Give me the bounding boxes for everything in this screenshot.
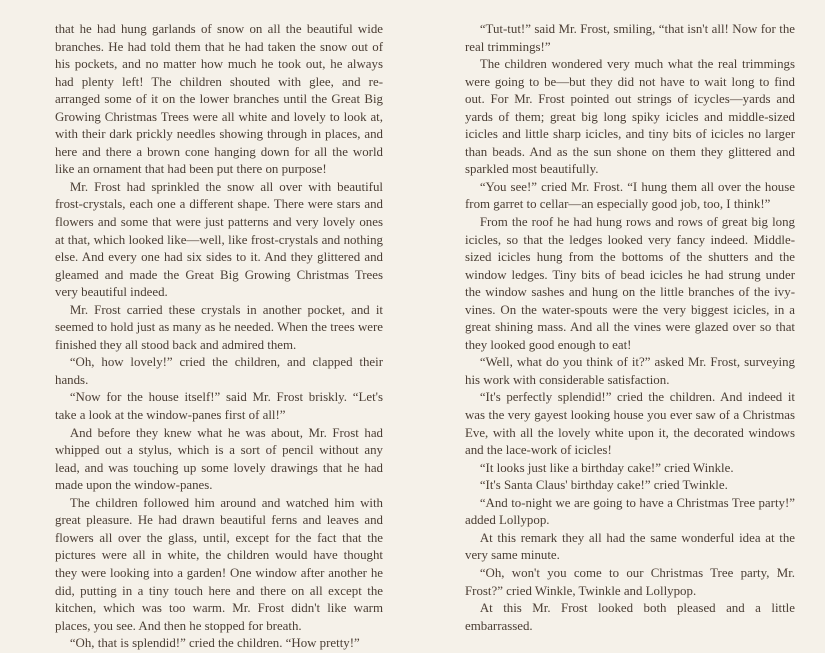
right-paragraph-3: “You see!” cried Mr. Frost. “I hung them all over the house from garret to cellar—an especially good job, too, I think!” — [465, 179, 795, 212]
left-paragraph-5: “Now for the house itself!” said Mr. Frost briskly. “Let's take a look at the window-panes first of all!” — [55, 390, 383, 423]
right-paragraph-10: At this remark they all had the same wonderful idea at the very same minute. — [465, 530, 795, 563]
left-page — [55, 21, 383, 653]
right-paragraph-7: “It looks just like a birthday cake!” cried Winkle. — [479, 460, 734, 475]
right-paragraph-1: “Tut-tut!” said Mr. Frost, smiling, “that isn't all! Now for the real trimmings!” — [465, 22, 795, 54]
left-paragraph-2: Mr. Frost had sprinkled the snow all over with beautiful frost-crystals, each one a different shape. There were stars and flowers and some that were just patterns and very lovely ones at that, which looked like—well, like frost-crystals and nothing else. And every one had six sides to it. And they glittered and gleamed and made the Great Big Growing Christmas Trees very beautiful indeed. — [55, 179, 383, 300]
right-paragraph-9: “And to-night we are going to have a Christmas Tree party!” added Lollypop. — [465, 495, 795, 528]
right-paragraph-5: “Well, what do you think of it?” asked Mr. Frost, surveying his work with considerable satisfaction. — [465, 355, 795, 387]
right-paragraph-6: “It's perfectly splendid!” cried the children. And indeed it was the very gayest looking house you ever saw of a Christmas Eve, with all the lovely white upon it, the decorated windows and the lace-work of icicles! — [465, 390, 795, 458]
left-paragraph-8: “Oh, that is splendid!” cried the children. “How pretty!” — [69, 636, 360, 651]
right-paragraph-12: At this Mr. Frost looked both pleased and a little embarrassed. — [465, 601, 795, 633]
left-paragraph-6: And before they knew what he was about, Mr. Frost had whipped out a stylus, which is a sort of pencil without any lead, and was touching up some lovely drawings that he had made upon the window-panes. — [55, 425, 383, 493]
right-paragraph-11: “Oh, won't you come to our Christmas Tree party, Mr. Frost?” cried Winkle, Twinkle and Lollypop. — [465, 565, 795, 598]
right-paragraph-2: The children wondered very much what the real trimmings were going to be—but they did not have to wait long to find out. For Mr. Frost pointed out strings of icycles—yards and yards of them; great big long spiky icicles and middle-sized icicles and little sharp icicles, and tiny bits of icicles no larger than beads. And as the sun shone on them they glittered and sparkled most beautifully. — [465, 57, 795, 177]
right-paragraph-8: “It's Santa Claus' birthday cake!” cried Twinkle. — [479, 478, 728, 493]
left-paragraph-4: “Oh, how lovely!” cried the children, and clapped their hands. — [55, 355, 383, 387]
right-page — [465, 21, 795, 635]
right-paragraph-4: From the roof he had hung rows and rows of great big long icicles, so that the ledges looked very fancy indeed. Middle-sized icicles hung from the bottoms of the shutters and the window ledges. Tiny bits of bead icicles he had strung under the window sashes and hung on the little branches of the ivy-vines. On the water-spouts were the very biggest icicles, in a great shining mass. And all the vines were glazed over so that they looked good enough to eat! — [465, 215, 795, 352]
left-paragraph-1: that he had hung garlands of snow on all the beautiful wide branches. He had told them that he had taken the snow out of his pockets, and no matter how much he took out, he always had plenty left! The children shouted with glee, and re-arranged some of it on the lower branches until the Great Big Growing Christmas Trees were all white and lovely to look at, with their dark prickly needles showing through in places, and here and there a brown cone hanging down for all the world like an ornament that had been put there on purpose! — [55, 22, 383, 177]
left-paragraph-3: Mr. Frost carried these crystals in another pocket, and it seemed to hold just as many as he needed. When the trees were finished they all stood back and admired them. — [55, 302, 383, 352]
left-paragraph-7: The children followed him around and watched him with great pleasure. He had drawn beautiful ferns and leaves and flowers all over the glass, until, except for the fact that the pictures were all in white, the children would have thought they were looking into a garden! One window after another he did, putting in a tiny touch here and there on all except the kitchen, which was too warm. Mr. Frost didn't like warm places, you see. And then he stopped for breath. — [55, 495, 383, 633]
